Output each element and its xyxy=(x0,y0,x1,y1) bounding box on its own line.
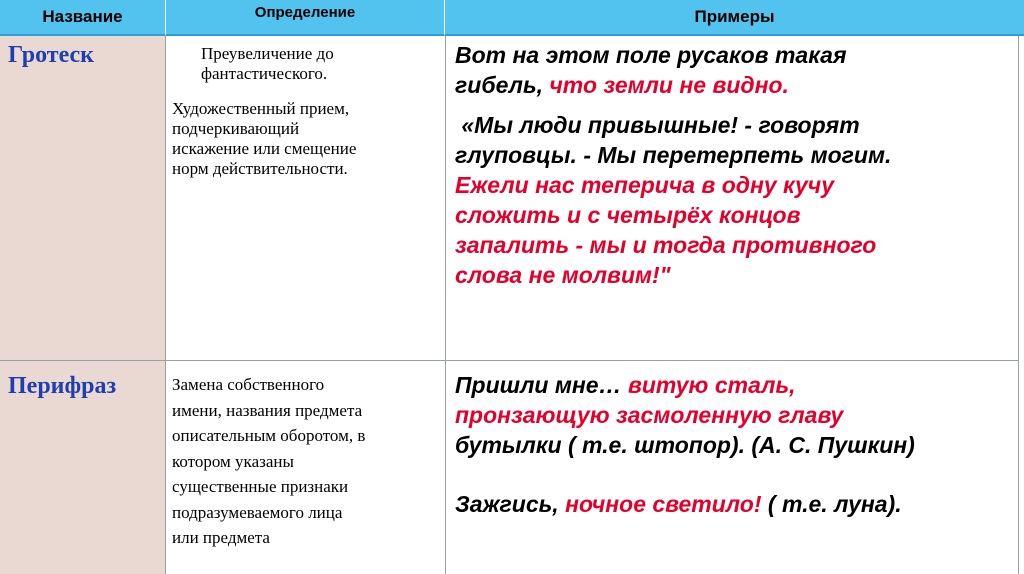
grid-line xyxy=(165,36,166,574)
row1-name-cell xyxy=(0,36,165,360)
row-divider xyxy=(0,360,1019,361)
definition-grotesk-b: Художественный прием, подчеркивающий искажение или смещение норм действительности. xyxy=(172,99,357,178)
definition-perifraz: Замена собственного имени, названия предмета описательным оборотом, в котором указаны существенные признаки подразумеваемого лица или предмета xyxy=(172,375,366,547)
example-grotesk: Вот на этом поле русаков такая гибель, что земли не видно. «Мы люди привышные! - говорят глуповцы. - Мы перетерпеть могим. Ежели нас теперича в одну кучу сложить и с четырёх концов запалить - мы и тогда противного слова не молвим!" xyxy=(455,42,892,288)
header-name: Название xyxy=(0,0,166,36)
definition-grotesk-a: Преувеличение до фантастического. xyxy=(201,44,334,83)
header-examples: Примеры xyxy=(445,0,1024,36)
term-grotesk: Гротеск xyxy=(8,42,95,68)
grid-line xyxy=(445,36,446,574)
header-definition: Определение xyxy=(166,0,445,36)
term-perifraz: Перифраз xyxy=(8,373,117,399)
example-perifraz: Пришли мне… витую сталь, пронзающую засмоленную главу бутылки ( т.е. штопор). (А. С. Пушкин) Зажгись, ночное светило! ( т.е. луна). xyxy=(455,372,915,517)
